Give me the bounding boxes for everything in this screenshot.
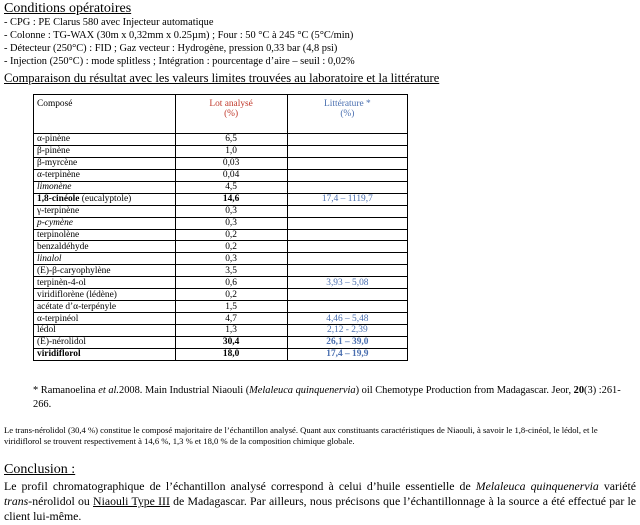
conclusion-paragraph — [4, 479, 636, 524]
compound-name — [34, 229, 176, 241]
compound-name — [34, 205, 176, 217]
table-row — [34, 134, 408, 146]
table-row — [34, 181, 408, 193]
compound-name-text: (E)-β-caryophylène — [37, 265, 111, 276]
condition-line-column: - Colonne : TG-WAX (30m x 0,32mm x 0.25µm) ; Four : 50 °C à 245 °C (5°C/min) — [4, 30, 354, 41]
literature-value — [287, 265, 407, 277]
table-row — [34, 205, 408, 217]
header-lot — [175, 95, 287, 134]
table-row — [34, 217, 408, 229]
lot-value: 4,5 — [175, 181, 287, 193]
compound-name — [34, 193, 176, 205]
compound-name-text: lédol — [37, 325, 56, 336]
table-row — [34, 301, 408, 313]
literature-value — [287, 217, 407, 229]
header-literature — [287, 95, 407, 134]
compound-name — [34, 301, 176, 313]
table-row — [34, 241, 408, 253]
footnote-tail2: (3) :261-266. — [33, 385, 621, 410]
header-literature-label: Littérature * — [324, 99, 371, 109]
condition-line-injection: - Injection (250°C) : mode splitless ; Intégration : pourcentage d’aire – seuil : 0,02% — [4, 56, 355, 67]
condition-line-detector: - Détecteur (250°C) : FID ; Gaz vecteur : Hydrogène, pression 0,33 bar (4,8 psi) — [4, 43, 338, 54]
compound-name — [34, 157, 176, 169]
footnote-volume: 20 — [573, 385, 585, 396]
compound-name — [34, 145, 176, 157]
compound-name-text: linalol — [37, 253, 62, 264]
footnote-tail1: ) oil Chemotype Production from Madagascar. Jeor, — [355, 385, 574, 396]
literature-value — [287, 157, 407, 169]
literature-value — [287, 145, 407, 157]
compound-name-text: limonène — [37, 182, 72, 193]
compound-name — [34, 277, 176, 289]
header-lot-label: Lot analysé — [209, 99, 253, 109]
compound-name-text: viridiflorène (lédène) — [37, 289, 117, 300]
compound-name-text: (E)-nérolidol — [37, 337, 86, 348]
header-compose: Composé — [34, 95, 176, 134]
summary-paragraph: Le trans-nérolidol (30,4 %) constitue le composé majoritaire de l’échantillon analysé. Quant aux constituants caractéristiques de Niaouli, à savoir le 1,8-cinéol, le lédol, et le viridiflorol se trouvent respectivement à 14,6 %, 1,3 % et 18,0 % de la composition chimique globale. — [4, 425, 598, 446]
compound-name — [34, 265, 176, 277]
lot-value: 0,3 — [175, 253, 287, 265]
literature-value: 4,46 – 5,48 — [287, 313, 407, 325]
literature-value — [287, 229, 407, 241]
conclusion-trans: trans — [4, 494, 29, 508]
lot-value: 0,2 — [175, 289, 287, 301]
composition-table — [33, 94, 408, 361]
comparison-title: Comparaison du résultat avec les valeurs limites trouvées au laboratoire et la littérature — [4, 71, 440, 85]
lot-value: 30,4 — [175, 336, 287, 348]
compound-name — [34, 134, 176, 146]
lot-value: 0,2 — [175, 229, 287, 241]
table-row — [34, 145, 408, 157]
table-row — [34, 348, 408, 360]
compound-name-text: α-terpinéol — [37, 313, 79, 324]
conditions-title: Conditions opératoires — [4, 1, 132, 16]
compound-name-text: viridiflorol — [37, 349, 81, 360]
condition-line-cpg: - CPG : PE Clarus 580 avec Injecteur automatique — [4, 17, 214, 28]
compound-name — [34, 253, 176, 265]
footnote-mid: 2008. Main Industrial Niaouli ( — [119, 385, 250, 396]
compound-name-text: α-terpinène — [37, 170, 80, 181]
lot-value: 18,0 — [175, 348, 287, 360]
literature-value — [287, 181, 407, 193]
lot-value: 0,6 — [175, 277, 287, 289]
literature-value — [287, 241, 407, 253]
literature-value: 3,93 – 5,08 — [287, 277, 407, 289]
table-row — [34, 277, 408, 289]
compound-name — [34, 348, 176, 360]
conclusion-part2: variété — [598, 479, 636, 493]
compound-name — [34, 241, 176, 253]
table-row — [34, 313, 408, 325]
table-row — [34, 336, 408, 348]
compound-name — [34, 181, 176, 193]
table-row — [34, 169, 408, 181]
table-row — [34, 325, 408, 337]
table-row — [34, 229, 408, 241]
compound-name-suffix: (eucalyptole) — [79, 194, 132, 205]
literature-value: 26,1 – 39,0 — [287, 336, 407, 348]
compound-name — [34, 217, 176, 229]
compound-name-text: terpinèn-4-ol — [37, 277, 86, 288]
header-lot-unit: (%) — [224, 109, 239, 119]
compound-name — [34, 289, 176, 301]
compound-name-text: γ-terpinène — [37, 206, 80, 217]
lot-value: 3,5 — [175, 265, 287, 277]
table-header-row — [34, 95, 408, 134]
literature-value: 2,12 - 2,39 — [287, 325, 407, 337]
lot-value: 0,2 — [175, 241, 287, 253]
conclusion-species: Melaleuca quinquenervia — [475, 479, 599, 493]
compound-name-text: p-cymène — [37, 218, 73, 229]
lot-value: 4,7 — [175, 313, 287, 325]
footnote-etal: et al. — [98, 385, 119, 396]
compound-name-text: 1,8-cinéole — [37, 194, 80, 205]
compound-name — [34, 313, 176, 325]
conclusion-part4: de Madagascar. Par ailleurs, nous précisons que l’échantillonnage à la source a été effectué par le client lui-même. — [4, 494, 636, 523]
table-row — [34, 253, 408, 265]
literature-value — [287, 134, 407, 146]
compound-name — [34, 336, 176, 348]
footnote-species: Melaleuca quinquenervia — [249, 385, 356, 396]
compound-name — [34, 325, 176, 337]
lot-value: 0,03 — [175, 157, 287, 169]
lot-value: 6,5 — [175, 134, 287, 146]
lot-value: 0,04 — [175, 169, 287, 181]
header-literature-unit: (%) — [340, 109, 355, 119]
compound-name-text: acétate d’α-terpényle — [37, 301, 117, 312]
compound-name-text: β-myrcène — [37, 158, 78, 169]
lot-value: 1,3 — [175, 325, 287, 337]
literature-value — [287, 301, 407, 313]
conclusion-niaouli-type: Niaouli Type III — [93, 494, 170, 508]
literature-value — [287, 205, 407, 217]
literature-value: 17,4 – 19,9 — [287, 348, 407, 360]
footnote-prefix: * Ramanoelina — [33, 385, 99, 396]
lot-value: 14,6 — [175, 193, 287, 205]
table-row — [34, 265, 408, 277]
literature-value — [287, 289, 407, 301]
lot-value: 1,5 — [175, 301, 287, 313]
compound-name-text: α-pinène — [37, 134, 71, 145]
compound-name — [34, 169, 176, 181]
lot-value: 0,3 — [175, 205, 287, 217]
literature-value — [287, 169, 407, 181]
compound-name-text: β-pinène — [37, 146, 70, 157]
table-row — [34, 193, 408, 205]
conclusion-part1: Le profil chromatographique de l’échantillon analysé correspond à celui d’huile essentielle de — [4, 479, 476, 493]
table-row — [34, 157, 408, 169]
compound-name-text: benzaldéhyde — [37, 241, 89, 252]
literature-value: 17,4 – 1119,7 — [287, 193, 407, 205]
footnote — [33, 384, 633, 411]
lot-value: 1,0 — [175, 145, 287, 157]
conclusion-part3: -nérolidol ou — [28, 494, 94, 508]
literature-value — [287, 253, 407, 265]
compound-name-text: terpinolène — [37, 229, 80, 240]
table-row — [34, 289, 408, 301]
lot-value: 0,3 — [175, 217, 287, 229]
conclusion-title: Conclusion : — [4, 462, 76, 477]
